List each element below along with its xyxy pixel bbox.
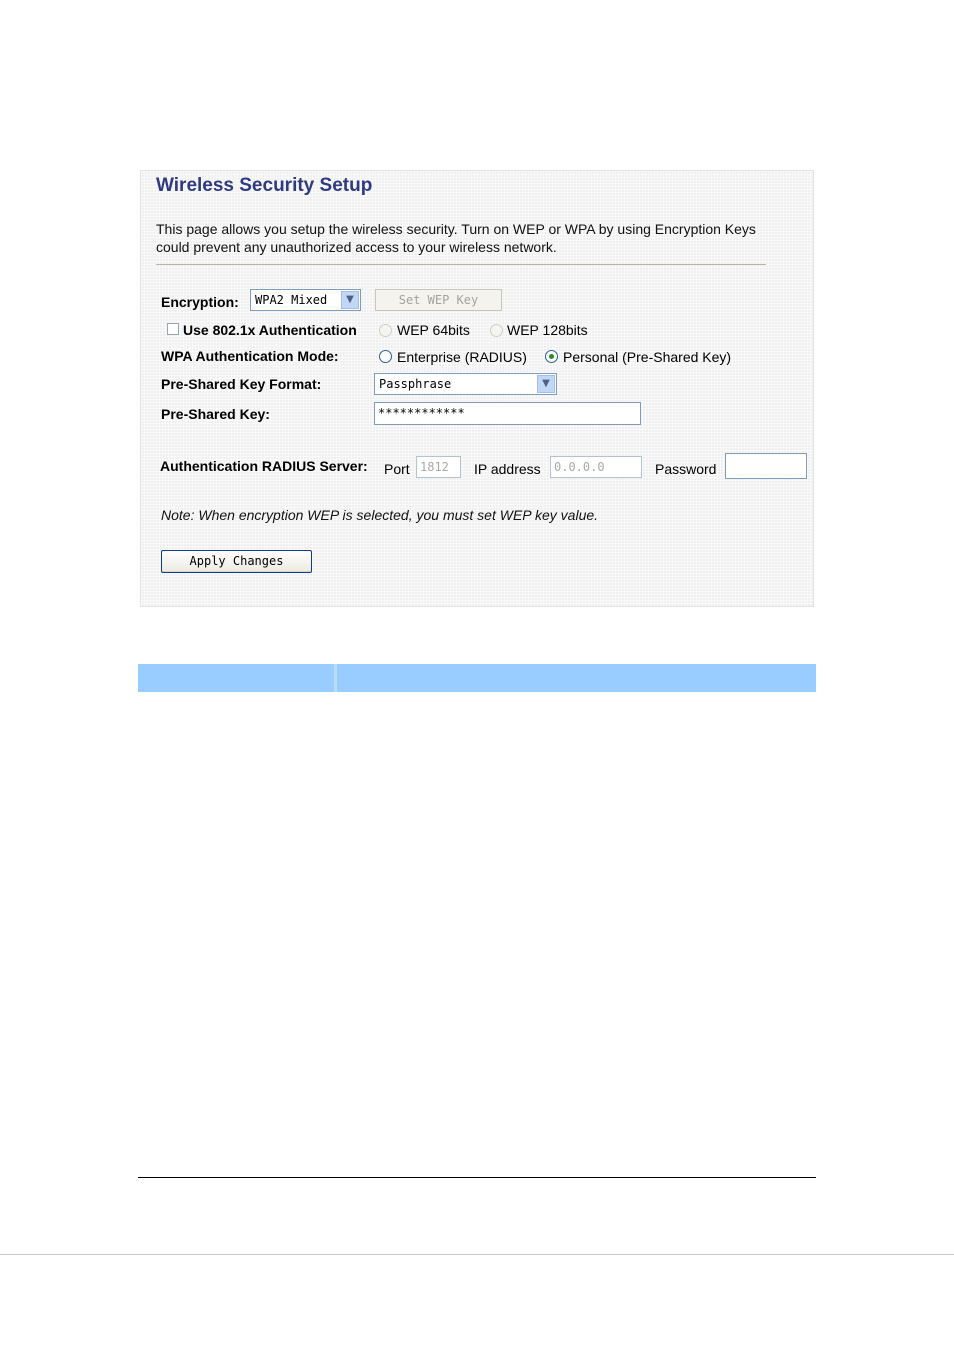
apply-changes-button[interactable]: Apply Changes	[161, 550, 312, 573]
encryption-select[interactable]	[250, 289, 361, 311]
table-header-row	[138, 664, 816, 692]
auth-8021x-label: Use 802.1x Authentication	[183, 322, 357, 338]
auth-8021x-checkbox[interactable]	[167, 323, 179, 335]
psk-format-label: Pre-Shared Key Format:	[161, 376, 322, 392]
wep128-label: WEP 128bits	[507, 322, 588, 338]
encryption-label: Encryption:	[161, 294, 239, 310]
radius-label: Authentication RADIUS Server:	[160, 458, 368, 474]
psk-input[interactable]: ************	[374, 402, 641, 425]
set-wep-key-button[interactable]: Set WEP Key	[375, 289, 502, 311]
enterprise-label: Enterprise (RADIUS)	[397, 349, 527, 365]
wireless-security-panel	[140, 170, 814, 607]
wep64-label: WEP 64bits	[397, 322, 470, 338]
wep64-radio[interactable]	[379, 324, 392, 337]
enterprise-radio[interactable]	[379, 350, 392, 363]
table-header-divider	[334, 664, 337, 692]
page-edge	[0, 1254, 954, 1255]
psk-format-selected-value: Passphrase	[379, 377, 452, 391]
radius-password-label: Password	[655, 461, 717, 477]
wep-note: Note: When encryption WEP is selected, you must set WEP key value.	[161, 507, 599, 523]
chevron-down-icon[interactable]: ▼	[341, 291, 359, 309]
radius-password-input[interactable]	[725, 453, 807, 479]
personal-radio[interactable]	[545, 350, 558, 363]
footer-rule	[138, 1177, 816, 1178]
chevron-down-icon[interactable]: ▼	[537, 375, 555, 393]
radius-port-input[interactable]: 1812	[416, 456, 461, 478]
divider	[156, 264, 766, 265]
radio-selected-dot	[549, 354, 554, 359]
page-description: This page allows you setup the wireless security. Turn on WEP or WPA by using Encryption Keys could prevent any unauthorized access to your wireless network.	[156, 221, 756, 255]
radius-port-label: Port	[384, 461, 410, 477]
radius-ip-input[interactable]: 0.0.0.0	[550, 456, 642, 478]
encryption-selected-value: WPA2 Mixed	[255, 293, 328, 307]
personal-label: Personal (Pre-Shared Key)	[563, 349, 732, 365]
psk-format-select[interactable]	[374, 373, 557, 395]
wpa-mode-label: WPA Authentication Mode:	[161, 348, 339, 364]
page-title: Wireless Security Setup	[156, 175, 373, 196]
radius-ip-label: IP address	[474, 461, 541, 477]
wep128-radio[interactable]	[490, 324, 503, 337]
psk-label: Pre-Shared Key:	[161, 406, 270, 422]
